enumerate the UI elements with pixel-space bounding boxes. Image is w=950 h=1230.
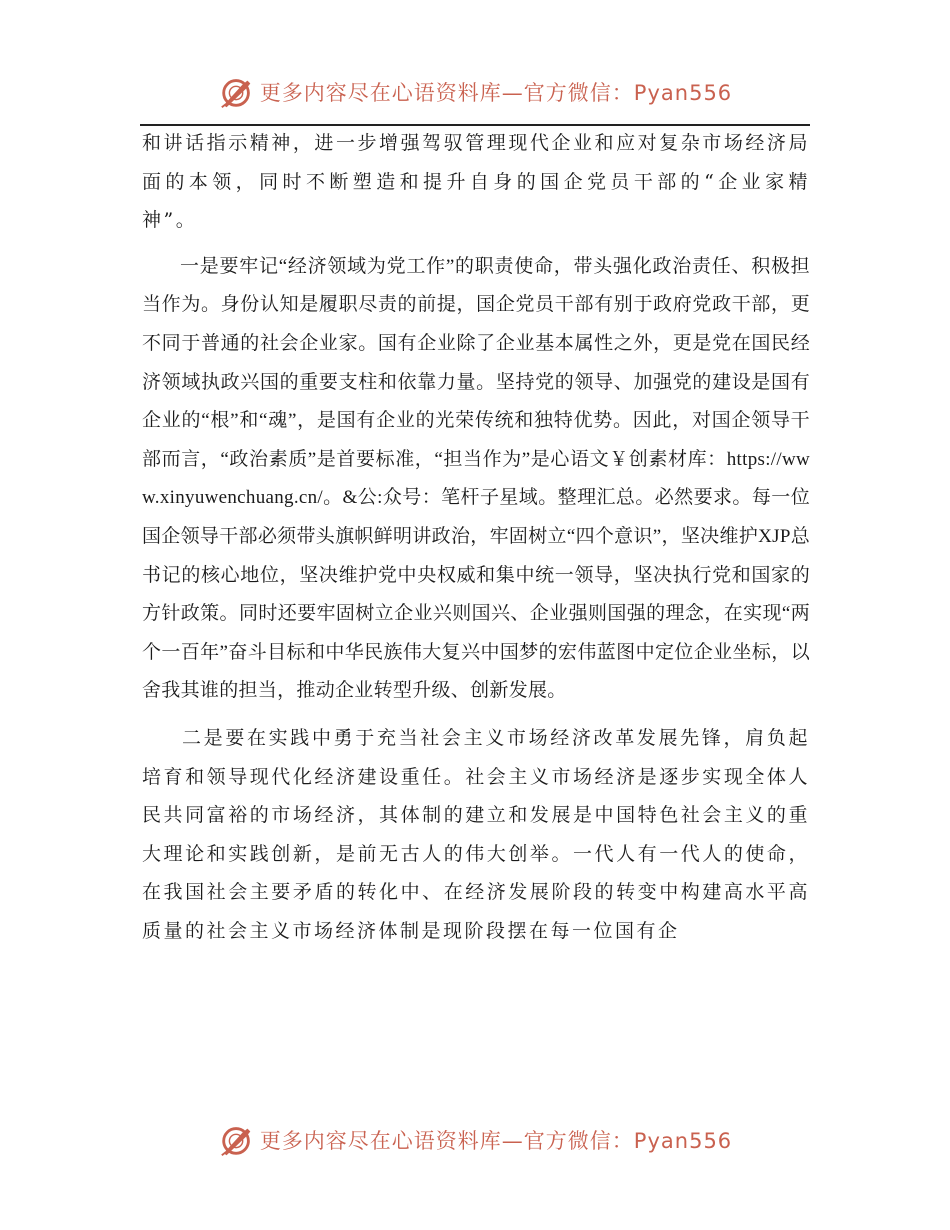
paragraph-1: 和讲话指示精神，进一步增强驾驭管理现代企业和应对复杂市场经济局面的本领，同时不断塑造和提升自身的国企党员干部的“企业家精神”。 — [142, 132, 810, 232]
document-body — [142, 124, 810, 950]
footer-watermark — [0, 1118, 950, 1162]
paragraph-3: 二是要在实践中勇于充当社会主义市场经济改革发展先锋，肩负起培育和领导现代化经济建设重任。社会主义市场经济是逐步实现全体人民共同富裕的市场经济，其体制的建立和发展是中国特色社会主义的重大理论和实践创新，是前无古人的伟大创举。一代人有一代人的使命，在我国社会主要矛盾的转化中、在经济发展阶段的转变中构建高水平高质量的社会主义市场经济体制是现阶段摆在每一位国有企 — [142, 726, 810, 942]
header-watermark-text: 更多内容尽在心语资料库—官方微信：Pyan556 — [259, 81, 733, 105]
footer-watermark-text: 更多内容尽在心语资料库—官方微信：Pyan556 — [259, 1129, 733, 1153]
pen-logo-icon — [218, 73, 256, 111]
header-watermark — [0, 70, 950, 114]
paragraph-2: 一是要牢记“经济领域为党工作”的职责使命，带头强化政治责任、积极担当作为。身份认知是履职尽责的前提，国企党员干部有别于政府党政干部，更不同于普通的社会企业家。国有企业除了企业基本属性之外，更是党在国民经济领域执政兴国的重要支柱和依靠力量。坚持党的领导、加强党的建设是国有企业的“根”和“魂”，是国有企业的光荣传统和独特优势。因此，对国企领导干部而言，“政治素质”是首要标准，“担当作为”是心语文￥创素材库：https://www.xinyuwenchuang.cn/。&公:众号：笔杆子星域。整理汇总。必然要求。每一位国企领导干部必须带头旗帜鲜明讲政治，牢固树立“四个意识”，坚决维护XJP总书记的核心地位，坚决维护党中央权威和集中统一领导，坚决执行党和国家的方针政策。同时还要牢固树立企业兴则国兴、企业强则国强的理念，在实现“两个一百年”奋斗目标和中华民族伟大复兴中国梦的宏伟蓝图中定位企业坐标，以舍我其谁的担当，推动企业转型升级、创新发展。 — [142, 255, 810, 702]
pen-logo-icon — [218, 1121, 256, 1159]
